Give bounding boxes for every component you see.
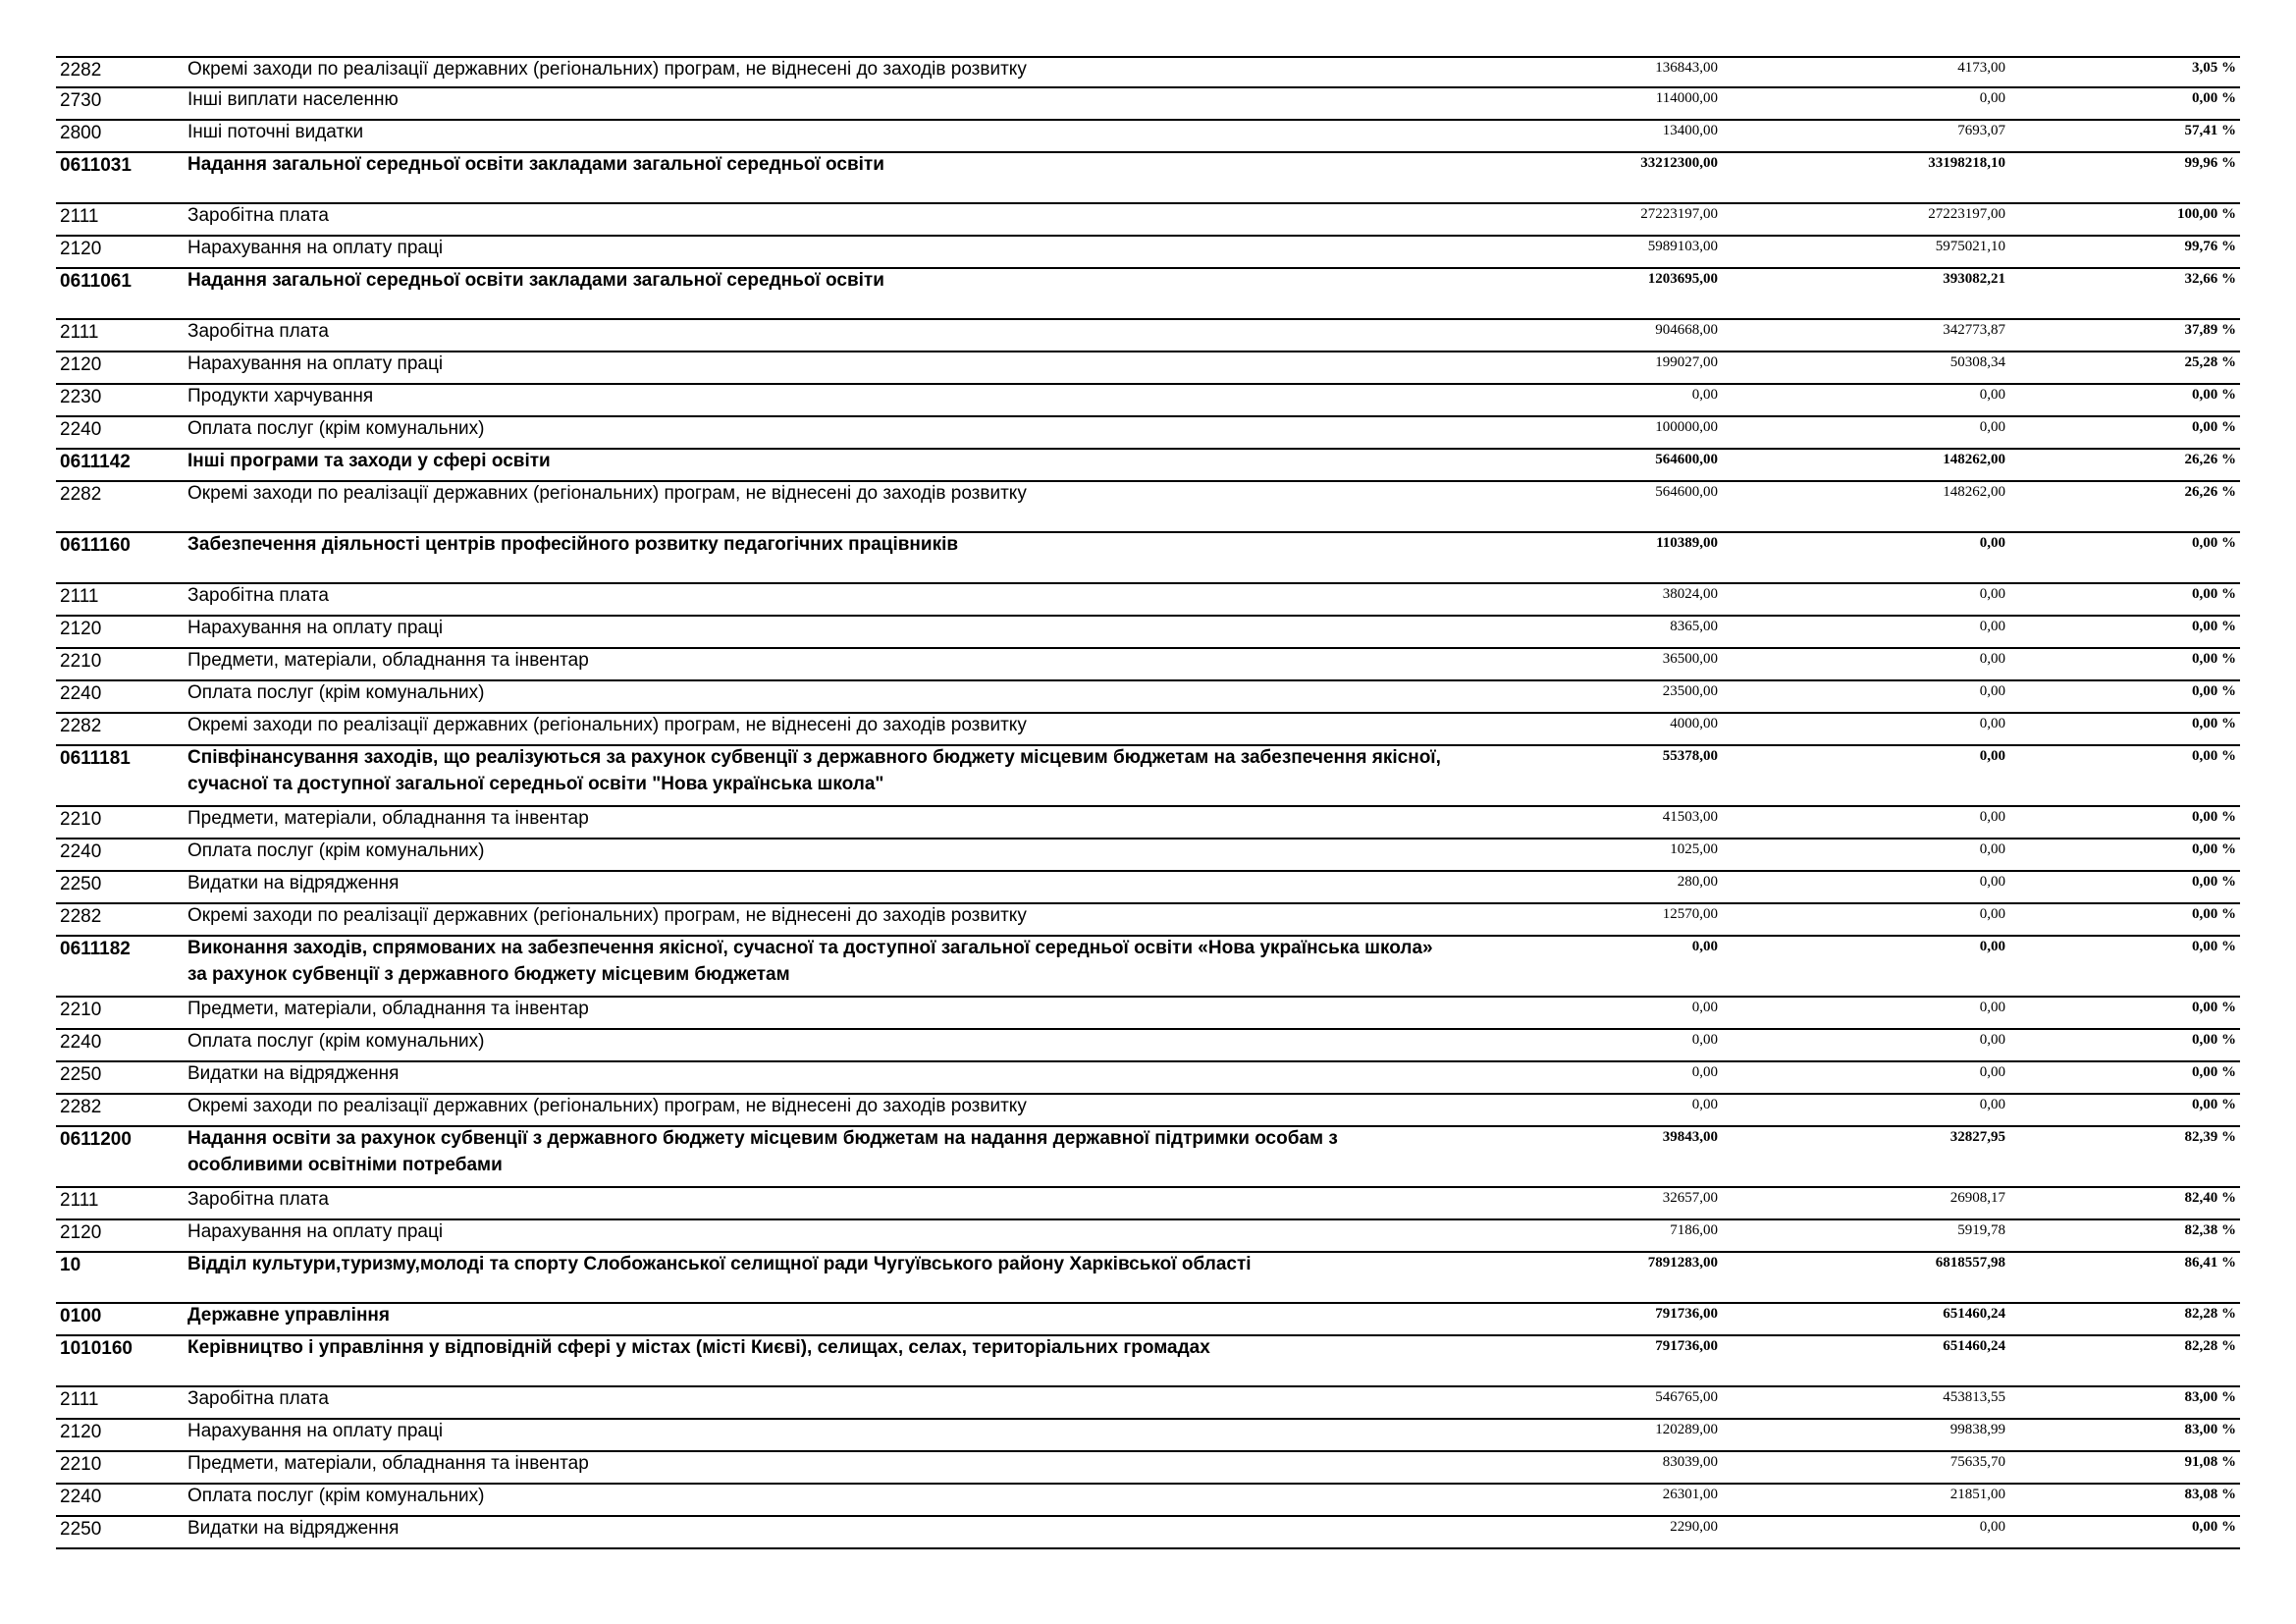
row-code: 2240: [60, 841, 102, 862]
execution-percent: 82,38 %: [2184, 1222, 2236, 1238]
table-group-row: [56, 746, 2240, 807]
planned-amount: 13400,00: [1662, 123, 1718, 138]
row-description: Предмети, матеріали, обладнання та інвентар: [187, 650, 589, 671]
execution-percent: 0,00 %: [2192, 1519, 2236, 1535]
execution-percent: 83,08 %: [2184, 1487, 2236, 1502]
planned-amount: 41503,00: [1662, 809, 1718, 825]
row-description: Окремі заходи по реалізації державних (регіональних) програм, не віднесені до заходів розвитку: [187, 905, 1027, 926]
actual-amount: 0,00: [1979, 939, 2005, 954]
row-description: Нарахування на оплату праці: [187, 618, 444, 638]
row-code: 2240: [60, 683, 102, 704]
actual-amount: 0,00: [1979, 651, 2005, 667]
planned-amount: 23500,00: [1662, 683, 1718, 699]
execution-percent: 83,00 %: [2184, 1389, 2236, 1405]
row-description: Оплата послуг (крім комунальних): [187, 1486, 485, 1506]
execution-percent: 25,28 %: [2184, 354, 2236, 370]
actual-amount: 99838,99: [1949, 1422, 2005, 1437]
actual-amount: 33198218,10: [1928, 155, 2005, 171]
execution-percent: 0,00 %: [2192, 535, 2236, 551]
actual-amount: 0,00: [1979, 1097, 2005, 1112]
planned-amount: 1025,00: [1670, 841, 1718, 857]
table-row: [56, 998, 2240, 1030]
actual-amount: 393082,21: [1943, 271, 2005, 287]
actual-amount: 0,00: [1979, 1064, 2005, 1080]
execution-percent: 0,00 %: [2192, 90, 2236, 106]
table-row: [56, 1387, 2240, 1420]
execution-percent: 26,26 %: [2184, 484, 2236, 500]
table-row: [56, 1517, 2240, 1549]
row-code: 0611142: [60, 452, 131, 472]
table-row: [56, 320, 2240, 352]
actual-amount: 342773,87: [1943, 322, 2005, 338]
actual-amount: 21851,00: [1949, 1487, 2005, 1502]
table-row: [56, 1420, 2240, 1452]
row-code: 2111: [60, 206, 99, 227]
planned-amount: 114000,00: [1655, 90, 1718, 106]
planned-amount: 100000,00: [1655, 419, 1718, 435]
row-code: 2120: [60, 1422, 102, 1442]
planned-amount: 39843,00: [1662, 1129, 1718, 1145]
actual-amount: 5975021,10: [1935, 239, 2005, 254]
row-code: 2120: [60, 354, 102, 375]
actual-amount: 0,00: [1979, 619, 2005, 634]
row-code: 2282: [60, 60, 102, 81]
execution-percent: 0,00 %: [2192, 1000, 2236, 1015]
row-code: 1010160: [60, 1338, 133, 1359]
table-row: [56, 121, 2240, 153]
row-description: Забезпечення діяльності центрів професійного розвитку педагогічних працівників: [187, 534, 959, 555]
execution-percent: 0,00 %: [2192, 906, 2236, 922]
row-code: 2282: [60, 484, 102, 505]
planned-amount: 904668,00: [1655, 322, 1718, 338]
table-group-row: [56, 1336, 2240, 1387]
table-row: [56, 385, 2240, 417]
planned-amount: 546765,00: [1655, 1389, 1718, 1405]
row-code: 2111: [60, 586, 99, 607]
table-group-row: [56, 937, 2240, 998]
table-row: [56, 1188, 2240, 1220]
actual-amount: 7693,07: [1957, 123, 2005, 138]
execution-percent: 86,41 %: [2184, 1255, 2236, 1271]
table-row: [56, 1220, 2240, 1253]
row-code: 2120: [60, 1222, 102, 1243]
row-description: Інші програми та заходи у сфері освіти: [187, 451, 551, 471]
table-group-row: [56, 1304, 2240, 1336]
planned-amount: 33212300,00: [1640, 155, 1718, 171]
planned-amount: 0,00: [1691, 939, 1718, 954]
execution-percent: 32,66 %: [2184, 271, 2236, 287]
planned-amount: 791736,00: [1655, 1306, 1718, 1322]
row-code: 2282: [60, 716, 102, 736]
planned-amount: 32657,00: [1662, 1190, 1718, 1206]
row-description: Надання освіти за рахунок субвенції з державного бюджету місцевим бюджетам на надання державної підтримки особам з особливими освітніми потребами: [187, 1128, 1338, 1175]
actual-amount: 0,00: [1979, 748, 2005, 764]
execution-percent: 0,00 %: [2192, 874, 2236, 890]
row-description: Інші поточні видатки: [187, 122, 364, 142]
row-code: 2210: [60, 1454, 102, 1475]
row-description: Заробітна плата: [187, 321, 329, 342]
row-description: Надання загальної середньої освіти закладами загальної середньої освіти: [187, 270, 884, 291]
row-code: 2111: [60, 1389, 99, 1410]
table-row: [56, 681, 2240, 714]
table-row: [56, 1095, 2240, 1127]
execution-percent: 0,00 %: [2192, 387, 2236, 403]
actual-amount: 4173,00: [1957, 60, 2005, 76]
row-code: 2240: [60, 1487, 102, 1507]
actual-amount: 0,00: [1979, 419, 2005, 435]
planned-amount: 2290,00: [1670, 1519, 1718, 1535]
planned-amount: 110389,00: [1656, 535, 1718, 551]
execution-percent: 0,00 %: [2192, 716, 2236, 731]
row-description: Видатки на відрядження: [187, 1518, 400, 1539]
row-description: Виконання заходів, спрямованих на забезпечення якісної, сучасної та доступної загальної середньої освіти «Нова українська школа» за рахунок субвенції з державного бюджету місцевим бюджетам: [187, 938, 1433, 985]
table-row: [56, 204, 2240, 237]
table-row: [56, 352, 2240, 385]
execution-percent: 0,00 %: [2192, 586, 2236, 602]
actual-amount: 0,00: [1979, 716, 2005, 731]
planned-amount: 55378,00: [1662, 748, 1718, 764]
row-description: Заробітна плата: [187, 205, 329, 226]
planned-amount: 564600,00: [1655, 452, 1718, 467]
table-row: [56, 1452, 2240, 1485]
table-group-row: [56, 269, 2240, 320]
table-row: [56, 649, 2240, 681]
actual-amount: 5919,78: [1957, 1222, 2005, 1238]
actual-amount: 0,00: [1979, 874, 2005, 890]
planned-amount: 36500,00: [1662, 651, 1718, 667]
row-description: Нарахування на оплату праці: [187, 238, 444, 258]
planned-amount: 136843,00: [1655, 60, 1718, 76]
actual-amount: 6818557,98: [1935, 1255, 2005, 1271]
table-row: [56, 88, 2240, 121]
execution-percent: 0,00 %: [2192, 939, 2236, 954]
table-row: [56, 904, 2240, 937]
row-description: Державне управління: [187, 1305, 390, 1326]
table-row: [56, 617, 2240, 649]
actual-amount: 0,00: [1979, 809, 2005, 825]
execution-percent: 0,00 %: [2192, 619, 2236, 634]
row-code: 2250: [60, 1519, 102, 1540]
actual-amount: 148262,00: [1943, 484, 2005, 500]
execution-percent: 91,08 %: [2184, 1454, 2236, 1470]
actual-amount: 0,00: [1979, 535, 2005, 551]
row-description: Інші виплати населенню: [187, 89, 399, 110]
table-group-row: [56, 153, 2240, 204]
planned-amount: 27223197,00: [1640, 206, 1718, 222]
execution-percent: 0,00 %: [2192, 809, 2236, 825]
row-code: 2282: [60, 906, 102, 927]
row-description: Окремі заходи по реалізації державних (регіональних) програм, не віднесені до заходів розвитку: [187, 1096, 1027, 1116]
execution-percent: 3,05 %: [2192, 60, 2236, 76]
row-description: Нарахування на оплату праці: [187, 353, 444, 374]
planned-amount: 38024,00: [1662, 586, 1718, 602]
table-row: [56, 839, 2240, 872]
planned-amount: 5989103,00: [1647, 239, 1718, 254]
execution-percent: 82,40 %: [2184, 1190, 2236, 1206]
actual-amount: 0,00: [1979, 683, 2005, 699]
execution-percent: 83,00 %: [2184, 1422, 2236, 1437]
row-code: 10: [60, 1255, 81, 1275]
planned-amount: 120289,00: [1655, 1422, 1718, 1437]
execution-percent: 26,26 %: [2184, 452, 2236, 467]
planned-amount: 8365,00: [1670, 619, 1718, 634]
row-code: 2210: [60, 809, 102, 830]
row-code: 2111: [60, 1190, 99, 1211]
row-description: Нарахування на оплату праці: [187, 1421, 444, 1441]
row-description: Видатки на відрядження: [187, 873, 400, 893]
row-description: Відділ культури,туризму,молоді та спорту Слобожанської селищної ради Чугуївського району Харківської області: [187, 1254, 1252, 1274]
table-row: [56, 482, 2240, 533]
planned-amount: 4000,00: [1670, 716, 1718, 731]
row-code: 0611200: [60, 1129, 132, 1150]
row-code: 2230: [60, 387, 102, 407]
table-group-row: [56, 450, 2240, 482]
row-code: 2250: [60, 874, 102, 894]
actual-amount: 651460,24: [1943, 1338, 2005, 1354]
row-code: 2210: [60, 651, 102, 672]
execution-percent: 37,89 %: [2184, 322, 2236, 338]
execution-percent: 0,00 %: [2192, 1032, 2236, 1048]
actual-amount: 32827,95: [1949, 1129, 2005, 1145]
row-description: Нарахування на оплату праці: [187, 1221, 444, 1242]
planned-amount: 199027,00: [1655, 354, 1718, 370]
row-description: Предмети, матеріали, обладнання та інвентар: [187, 808, 589, 829]
table-row: [56, 714, 2240, 746]
row-code: 2240: [60, 419, 102, 440]
table-row: [56, 417, 2240, 450]
row-description: Керівництво і управління у відповідній сфері у містах (місті Києві), селищах, селах, територіальних громадах: [187, 1337, 1210, 1358]
actual-amount: 75635,70: [1949, 1454, 2005, 1470]
planned-amount: 0,00: [1691, 1064, 1718, 1080]
planned-amount: 280,00: [1677, 874, 1718, 890]
execution-percent: 0,00 %: [2192, 1097, 2236, 1112]
planned-amount: 564600,00: [1655, 484, 1718, 500]
row-code: 0611160: [60, 535, 131, 556]
planned-amount: 791736,00: [1655, 1338, 1718, 1354]
planned-amount: 0,00: [1691, 387, 1718, 403]
table-row: [56, 237, 2240, 269]
table-group-row: [56, 1253, 2240, 1304]
execution-percent: 0,00 %: [2192, 683, 2236, 699]
row-description: Заробітна плата: [187, 1388, 329, 1409]
execution-percent: 57,41 %: [2184, 123, 2236, 138]
row-code: 2730: [60, 90, 102, 111]
row-code: 2282: [60, 1097, 102, 1117]
actual-amount: 0,00: [1979, 906, 2005, 922]
planned-amount: 7891283,00: [1647, 1255, 1718, 1271]
row-code: 2210: [60, 1000, 102, 1020]
table-row: [56, 807, 2240, 839]
actual-amount: 148262,00: [1943, 452, 2005, 467]
execution-percent: 82,39 %: [2184, 1129, 2236, 1145]
row-code: 2120: [60, 619, 102, 639]
row-code: 0611061: [60, 271, 132, 292]
table-row: [56, 1062, 2240, 1095]
table-row: [56, 872, 2240, 904]
table-row: [56, 56, 2240, 88]
row-code: 2120: [60, 239, 102, 259]
row-description: Предмети, матеріали, обладнання та інвентар: [187, 999, 589, 1019]
table-row: [56, 1485, 2240, 1517]
actual-amount: 0,00: [1979, 1000, 2005, 1015]
budget-execution-table: [56, 56, 2240, 1549]
row-description: Окремі заходи по реалізації державних (регіональних) програм, не віднесені до заходів розвитку: [187, 483, 1027, 504]
actual-amount: 0,00: [1979, 1519, 2005, 1535]
execution-percent: 99,96 %: [2184, 155, 2236, 171]
actual-amount: 651460,24: [1943, 1306, 2005, 1322]
row-description: Окремі заходи по реалізації державних (регіональних) програм, не віднесені до заходів розвитку: [187, 59, 1027, 80]
actual-amount: 0,00: [1979, 387, 2005, 403]
planned-amount: 83039,00: [1662, 1454, 1718, 1470]
execution-percent: 0,00 %: [2192, 1064, 2236, 1080]
row-description: Заробітна плата: [187, 585, 329, 606]
planned-amount: 0,00: [1691, 1032, 1718, 1048]
actual-amount: 27223197,00: [1928, 206, 2005, 222]
row-description: Продукти харчування: [187, 386, 374, 406]
row-code: 2250: [60, 1064, 102, 1085]
row-code: 2111: [60, 322, 99, 343]
actual-amount: 0,00: [1979, 1032, 2005, 1048]
row-description: Оплата послуг (крім комунальних): [187, 682, 485, 703]
row-description: Заробітна плата: [187, 1189, 329, 1210]
row-code: 2800: [60, 123, 102, 143]
execution-percent: 82,28 %: [2184, 1306, 2236, 1322]
execution-percent: 82,28 %: [2184, 1338, 2236, 1354]
row-description: Окремі заходи по реалізації державних (регіональних) програм, не віднесені до заходів розвитку: [187, 715, 1027, 735]
actual-amount: 26908,17: [1949, 1190, 2005, 1206]
execution-percent: 0,00 %: [2192, 651, 2236, 667]
row-code: 0611031: [60, 155, 132, 176]
actual-amount: 0,00: [1979, 586, 2005, 602]
row-description: Предмети, матеріали, обладнання та інвентар: [187, 1453, 589, 1474]
row-code: 0611181: [60, 748, 131, 769]
row-code: 0100: [60, 1306, 102, 1326]
row-description: Оплата послуг (крім комунальних): [187, 418, 485, 439]
planned-amount: 12570,00: [1662, 906, 1718, 922]
planned-amount: 26301,00: [1662, 1487, 1718, 1502]
table-group-row: [56, 1127, 2240, 1188]
execution-percent: 100,00 %: [2177, 206, 2236, 222]
actual-amount: 50308,34: [1949, 354, 2005, 370]
execution-percent: 99,76 %: [2184, 239, 2236, 254]
actual-amount: 453813,55: [1943, 1389, 2005, 1405]
planned-amount: 7186,00: [1670, 1222, 1718, 1238]
row-description: Надання загальної середньої освіти закладами загальної середньої освіти: [187, 154, 884, 175]
row-description: Оплата послуг (крім комунальних): [187, 840, 485, 861]
table-row: [56, 1030, 2240, 1062]
row-code: 2240: [60, 1032, 102, 1053]
row-code: 0611182: [60, 939, 131, 959]
execution-percent: 0,00 %: [2192, 419, 2236, 435]
execution-percent: 0,00 %: [2192, 748, 2236, 764]
planned-amount: 1203695,00: [1647, 271, 1718, 287]
actual-amount: 0,00: [1979, 841, 2005, 857]
execution-percent: 0,00 %: [2192, 841, 2236, 857]
table-row: [56, 584, 2240, 617]
planned-amount: 0,00: [1691, 1097, 1718, 1112]
table-group-row: [56, 533, 2240, 584]
row-description: Співфінансування заходів, що реалізуються за рахунок субвенції з державного бюджету місцевим бюджетам на забезпечення якісної, сучасної та доступної загальної середньої освіти "Нова українська школа": [187, 747, 1441, 794]
planned-amount: 0,00: [1691, 1000, 1718, 1015]
row-description: Видатки на відрядження: [187, 1063, 400, 1084]
actual-amount: 0,00: [1979, 90, 2005, 106]
row-description: Оплата послуг (крім комунальних): [187, 1031, 485, 1052]
